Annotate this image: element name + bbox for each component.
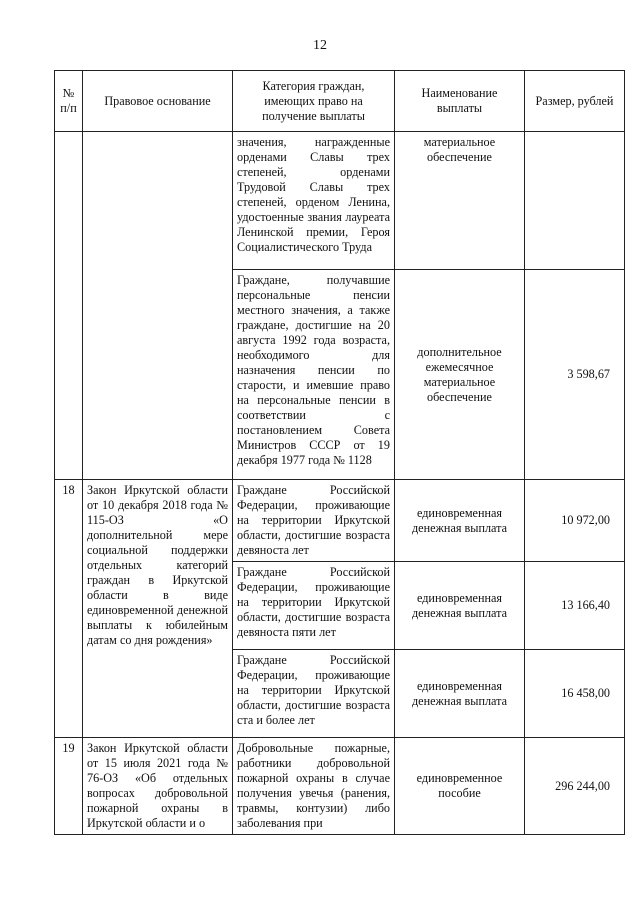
row-num bbox=[55, 132, 83, 480]
table-header-row bbox=[55, 71, 625, 132]
row-category: значения, награжденные орденами Славы трех степеней, орденами Трудовой Славы трех степеней, орденом Ленина, удостоенные звания лауреата Ленинской премии, Героя Социалистического Труда bbox=[233, 132, 395, 270]
row-payment-name: дополнительное ежемесячное материальное обеспечение bbox=[395, 270, 525, 480]
row-size: 16 458,00 bbox=[525, 650, 625, 738]
row-payment-name: единовременная денежная выплата bbox=[395, 562, 525, 650]
header-name: Наименование выплаты bbox=[395, 71, 525, 132]
row-size: 296 244,00 bbox=[525, 738, 625, 835]
table-row bbox=[55, 738, 625, 835]
payments-table bbox=[54, 70, 625, 835]
header-size: Размер, рублей bbox=[525, 71, 625, 132]
row-category: Граждане Российской Федерации, проживающие на территории Иркутской области, достигшие возраста девяноста лет bbox=[233, 480, 395, 562]
row-num: 18 bbox=[55, 480, 83, 738]
header-num: № п/п bbox=[55, 71, 83, 132]
row-payment-name: единовременная денежная выплата bbox=[395, 650, 525, 738]
row-basis bbox=[83, 132, 233, 480]
row-num: 19 bbox=[55, 738, 83, 835]
header-basis: Правовое основание bbox=[83, 71, 233, 132]
row-basis: Закон Иркутской области от 10 декабря 2018 года № 115-ОЗ «О дополнительной мере социальной поддержки отдельных категорий граждан в Иркутской области в виде единовременной денежной выплаты к юбилейным датам со дня рождения» bbox=[83, 480, 233, 738]
row-size: 13 166,40 bbox=[525, 562, 625, 650]
row-payment-name: единовременное пособие bbox=[395, 738, 525, 835]
row-size: 3 598,67 bbox=[525, 270, 625, 480]
row-size: 10 972,00 bbox=[525, 480, 625, 562]
table-row bbox=[55, 480, 625, 562]
row-category: Граждане Российской Федерации, проживающие на территории Иркутской области, достигшие возраста девяноста пяти лет bbox=[233, 562, 395, 650]
page-number: 12 bbox=[313, 38, 327, 53]
row-payment-name: материальное обеспечение bbox=[395, 132, 525, 270]
row-category: Граждане Российской Федерации, проживающие на территории Иркутской области, достигшие возраста ста и более лет bbox=[233, 650, 395, 738]
row-size bbox=[525, 132, 625, 270]
header-category: Категория граждан, имеющих право на получение выплаты bbox=[233, 71, 395, 132]
table-row bbox=[55, 132, 625, 270]
row-payment-name: единовременная денежная выплата bbox=[395, 480, 525, 562]
row-category: Добровольные пожарные, работники добровольной пожарной охраны в случае получения увечья (ранения, травмы, контузии) либо заболевания при bbox=[233, 738, 395, 835]
row-category: Граждане, получавшие персональные пенсии местного значения, а также граждане, достигшие на 20 августа 1992 года возраста, необходимого для назначения пенсии по старости, и имевшие право на персональные пенсии в соответствии с постановлением Совета Министров СССР от 19 декабря 1977 года № 1128 bbox=[233, 270, 395, 480]
row-basis: Закон Иркутской области от 15 июля 2021 года № 76-ОЗ «Об отдельных вопросах добровольной пожарной охраны в Иркутской области и о bbox=[83, 738, 233, 835]
